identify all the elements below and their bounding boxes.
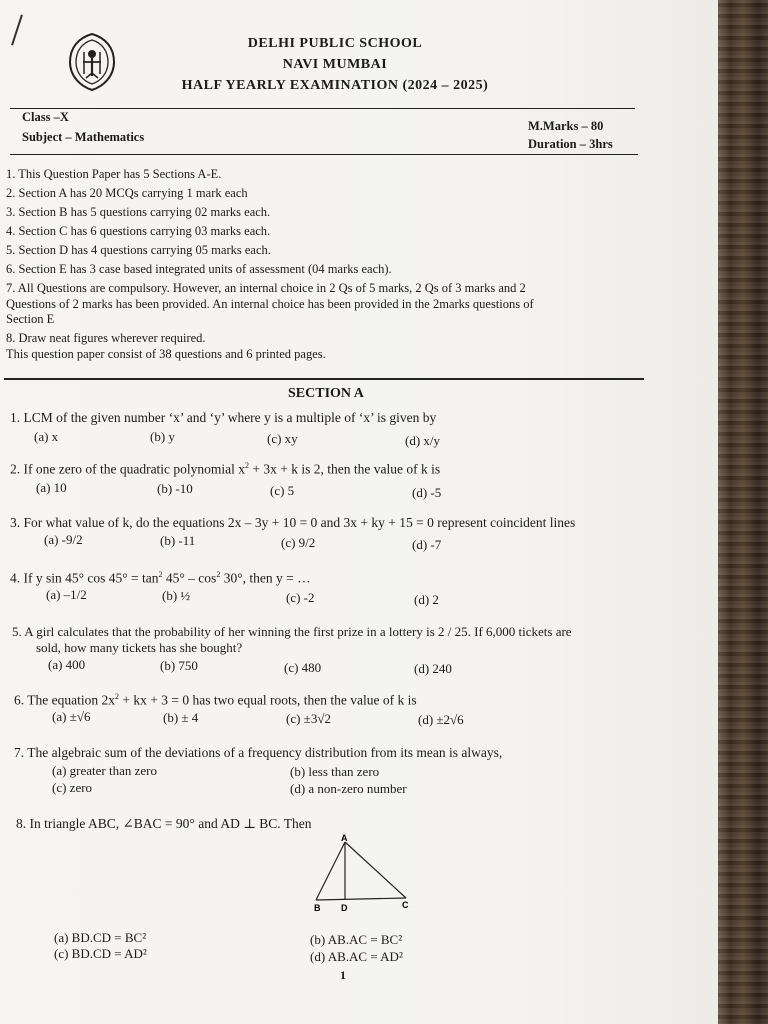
option-c: (c) 9/2 xyxy=(281,535,316,550)
option-d: (d) 2 xyxy=(414,592,439,607)
section-title: SECTION A xyxy=(288,386,364,401)
option-a: (a) x xyxy=(34,429,59,444)
option-b: (b) y xyxy=(150,429,175,444)
vertex-a-label: A xyxy=(341,833,348,843)
question-text: 4. If y sin 45° $\cos 45^\circ = \tan^2 45^\circ - \cos^2 30^\circ$, then y = … xyxy=(10,570,311,586)
option-d: (d) x/y xyxy=(405,433,441,448)
exam-title: HALF YEARLY EXAMINATION (2024 – 2025) xyxy=(181,78,489,93)
option-c: (c) zero xyxy=(52,780,93,795)
option-c: (c) -2 xyxy=(286,590,315,605)
option-d: (d) -7 xyxy=(412,537,442,552)
option-b: (b) 750 xyxy=(160,658,198,673)
option-a: (a) -9/2 xyxy=(44,532,83,547)
school-logo-icon xyxy=(66,32,118,92)
option-d: (d) -5 xyxy=(412,485,442,500)
instruction-item: 7. All Questions are compulsory. However, an internal choice in 2 Qs of 5 marks, 2 Qs of 3 marks and 2 xyxy=(6,281,526,295)
question-text: 7. The algebraic sum of the deviations of a frequency distribution from its mean is always, xyxy=(14,745,503,760)
option-b: (b) ± 4 xyxy=(163,710,199,725)
school-name: DELHI PUBLIC SCHOOL xyxy=(247,36,423,51)
option-c: (c) BD.CD = AD² xyxy=(54,946,147,961)
option-d: (d) AB.AC = AD² xyxy=(310,949,403,964)
instruction-item: Section E xyxy=(6,312,55,326)
instruction-item: This question paper consist of 38 questions and 6 printed pages. xyxy=(6,347,326,361)
option-c: (c) ±3√2 xyxy=(286,711,331,726)
option-b: (b) ½ xyxy=(162,588,191,603)
question-text: 8. In triangle ABC, ∠BAC = 90° and AD ⊥ BC. Then xyxy=(16,816,312,831)
option-b: (b) -10 xyxy=(157,481,193,496)
question-text: 3. For what value of k, do the equations 2x – 3y + 10 = 0 and 3x + ky + 15 = 0 represent coincident lines xyxy=(10,515,576,530)
duration: Duration – 3hrs xyxy=(528,137,613,151)
option-c: (c) 5 xyxy=(270,483,295,498)
option-a: (a) 400 xyxy=(48,657,86,672)
option-a: (a) –1/2 xyxy=(46,587,87,602)
option-a: (a) 10 xyxy=(36,480,67,495)
instruction-item: 4. Section C has 6 questions carrying 03 marks each. xyxy=(6,224,271,238)
max-marks: M.Marks – 80 xyxy=(528,119,604,133)
header-rule-top xyxy=(10,108,635,109)
question-text: 6. The equation $2x^2$ + kx + 3 = 0 has two equal roots, then the value of k is xyxy=(14,692,417,708)
option-d: (d) ±2√6 xyxy=(418,712,464,727)
vertex-b-label: B xyxy=(314,903,321,913)
section-rule xyxy=(4,378,644,380)
option-c: (c) xy xyxy=(267,431,298,446)
instruction-item: Questions of 2 marks has been provided. An internal choice has been provided in the 2marks questions of xyxy=(6,297,534,311)
instruction-item: 1. This Question Paper has 5 Sections A-E. xyxy=(6,167,222,181)
option-b: (b) AB.AC = BC² xyxy=(310,932,403,947)
page-number: 1 xyxy=(340,968,346,982)
option-d: (d) a non-zero number xyxy=(290,781,407,796)
option-a: (a) BD.CD = BC² xyxy=(54,930,147,945)
option-c: (c) 480 xyxy=(284,660,322,675)
table-edge-background xyxy=(718,0,768,1024)
triangle-figure xyxy=(308,832,418,916)
school-city: NAVI MUMBAI xyxy=(282,57,388,72)
option-a: (a) greater than zero xyxy=(52,763,158,778)
question-text: 5. A girl calculates that the probability of her winning the first prize in a lottery is 2 / 25. If 6,000 tickets are xyxy=(12,624,572,639)
subject-label: Subject – Mathematics xyxy=(22,130,145,144)
instruction-item: 8. Draw neat figures wherever required. xyxy=(6,331,206,345)
option-b: (b) -11 xyxy=(160,533,196,548)
header-rule-bottom xyxy=(10,154,638,155)
option-d: (d) 240 xyxy=(414,661,452,676)
option-b: (b) less than zero xyxy=(290,764,380,779)
instruction-item: 3. Section B has 5 questions carrying 02 marks each. xyxy=(6,205,271,219)
question-text: 1. LCM of the given number ‘x’ and ‘y’ where y is a multiple of ‘x’ is given by xyxy=(10,410,437,425)
instruction-item: 2. Section A has 20 MCQs carrying 1 mark each xyxy=(6,186,248,200)
option-a: (a) ±√6 xyxy=(52,709,91,724)
vertex-d-label: D xyxy=(341,903,348,913)
class-label: Class –X xyxy=(22,110,69,124)
question-text-continued: sold, how many tickets has she bought? xyxy=(36,640,243,655)
vertex-c-label: C xyxy=(402,900,409,910)
instruction-item: 6. Section E has 3 case based integrated units of assessment (04 marks each). xyxy=(6,262,392,276)
question-text: 2. If one zero of the quadratic polynomial $x^2 + 3x + k$ is 2, then the value of k is xyxy=(10,461,441,477)
instruction-item: 5. Section D has 4 questions carrying 05 marks each. xyxy=(6,243,271,257)
